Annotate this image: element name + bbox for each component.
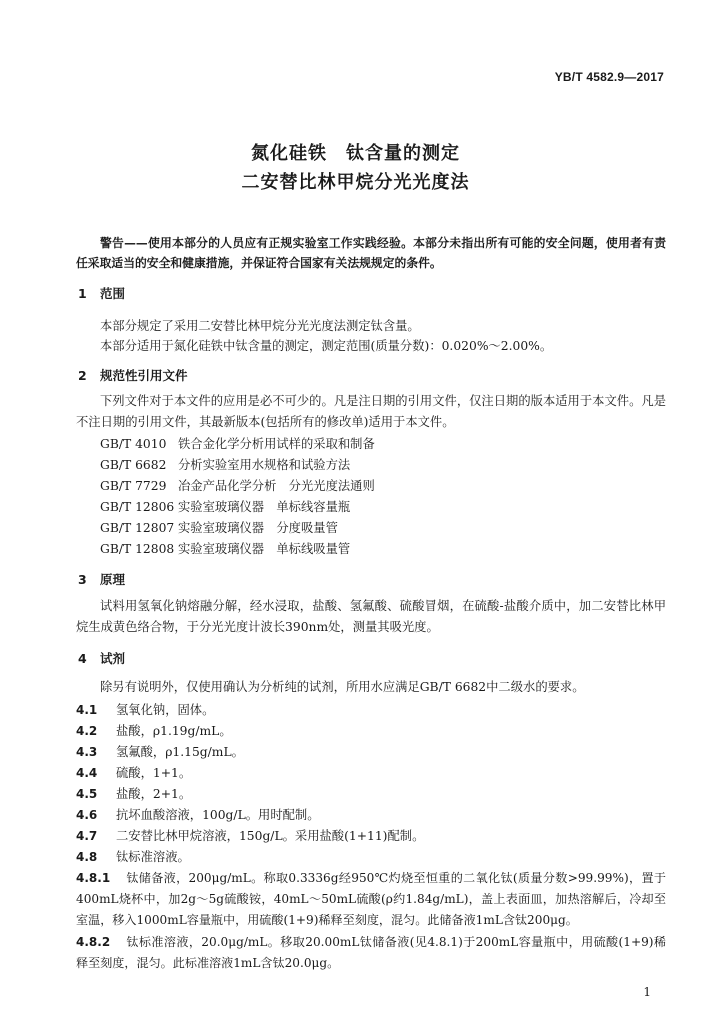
reference-name: 实验室玻璃仪器 分度吸量管 <box>178 521 338 535</box>
section-title: 规范性引用文件 <box>100 368 188 383</box>
reference-code: GB/T 6682 <box>100 458 167 472</box>
reagent-item <box>76 742 244 760</box>
reference-item <box>100 539 350 557</box>
reagent-text: 硫酸，1+1。 <box>116 766 192 780</box>
reference-item <box>100 497 350 515</box>
reagent-text: 抗坏血酸溶液，100g/L。用时配制。 <box>116 808 320 822</box>
principle-text: 试料用氢氧化钠熔融分解，经水浸取，盐酸、氢氟酸、硫酸冒烟，在硫酸-盐酸介质中，加二安替比林甲烷生成黄色络合物，于分光光度计波长390nm处，测量其吸光度。 <box>76 599 666 634</box>
section-heading-principle <box>78 570 125 588</box>
section-heading-scope <box>78 284 125 302</box>
reagent-item <box>76 763 191 781</box>
reagent-item <box>76 721 232 739</box>
reference-name: 分析实验室用水规格和试验方法 <box>178 458 351 472</box>
reference-code: GB/T 12807 <box>100 521 175 535</box>
section-title: 试剂 <box>100 651 126 666</box>
reagent-item <box>76 847 190 865</box>
reagent-number: 4.8.1 <box>76 871 111 885</box>
reference-code: GB/T 12806 <box>100 500 175 514</box>
section-number: 1 <box>78 286 87 301</box>
reference-code: GB/T 12808 <box>100 542 175 556</box>
standard-number: YB/T 4582.9—2017 <box>554 70 664 84</box>
reagent-number: 4.2 <box>76 724 98 738</box>
scope-paragraph-2: 本部分适用于氮化硅铁中钛含量的测定，测定范围(质量分数)：0.020%～2.00%。 <box>100 339 553 353</box>
reagent-text: 盐酸，2+1。 <box>116 787 192 801</box>
reagent-item <box>76 826 424 844</box>
reagent-text: 钛标准溶液，20.0μg/mL。移取20.00mL钛储备液(见4.8.1)于200mL容量瓶中，用硫酸(1+9)稀释至刻度，混匀。此标准溶液1mL含钛20.0μg。 <box>76 935 666 970</box>
page-number: 1 <box>643 985 651 999</box>
section-number: 3 <box>78 572 87 587</box>
reagent-number: 4.4 <box>76 766 98 780</box>
reagent-text: 二安替比林甲烷溶液，150g/L。采用盐酸(1+11)配制。 <box>116 829 425 843</box>
document-title-line1: 氮化硅铁 钛含量的测定 <box>251 143 460 164</box>
reagents-intro: 除另有说明外，仅使用确认为分析纯的试剂，所用水应满足GB/T 6682中二级水的要求。 <box>100 680 585 694</box>
reference-name: 实验室玻璃仪器 单标线容量瓶 <box>178 500 351 514</box>
section-number: 4 <box>78 651 87 666</box>
reference-item <box>100 476 375 494</box>
reference-item <box>100 434 375 452</box>
reagent-text: 盐酸，ρ1.19g/mL。 <box>116 724 232 738</box>
reference-name: 冶金产品化学分析 分光光度法通则 <box>178 479 375 493</box>
section-heading-references <box>78 366 188 384</box>
reagent-subitem <box>76 868 666 931</box>
section-title: 范围 <box>100 286 126 301</box>
reference-code: GB/T 4010 <box>100 437 167 451</box>
section-title: 原理 <box>100 572 126 587</box>
reagent-text: 钛标准溶液。 <box>116 850 190 864</box>
scope-paragraph-1: 本部分规定了采用二安替比林甲烷分光光度法测定钛含量。 <box>100 319 420 333</box>
reagent-number: 4.7 <box>76 829 98 843</box>
reagent-number: 4.6 <box>76 808 98 822</box>
reference-name: 实验室玻璃仪器 单标线吸量管 <box>178 542 351 556</box>
reagent-number: 4.3 <box>76 745 98 759</box>
reagent-number: 4.1 <box>76 703 98 717</box>
reagent-number: 4.5 <box>76 787 98 801</box>
reagent-number: 4.8.2 <box>76 935 111 949</box>
section-number: 2 <box>78 368 87 383</box>
references-intro: 下列文件对于本文件的应用是必不可少的。凡是注日期的引用文件，仅注日期的版本适用于本文件。凡是不注日期的引用文件，其最新版本(包括所有的修改单)适用于本文件。 <box>76 394 666 429</box>
reagent-item <box>76 700 214 718</box>
reference-item <box>100 518 338 536</box>
section-heading-reagents <box>78 649 125 667</box>
reagent-item <box>76 784 191 802</box>
reagent-subitem <box>76 932 666 974</box>
reagent-text: 钛储备液，200μg/mL。称取0.3336g经950℃灼烧至恒重的二氧化钛(质量分数>99.99%)，置于400mL烧杯中，加2g～5g硫酸铵，40mL～50mL硫酸(ρ约1.84g/mL)，盖上表面皿，加热溶解后，冷却至室温，移入1000mL容量瓶中，用硫酸(1+9)稀释至刻度，混匀。此储备液1mL含钛200μg。 <box>76 871 666 927</box>
reagent-text: 氢氧化钠，固体。 <box>116 703 215 717</box>
reference-item <box>100 455 350 473</box>
document-title-line2: 二安替比林甲烷分光光度法 <box>241 172 470 193</box>
reagent-number: 4.8 <box>76 850 98 864</box>
reference-name: 铁合金化学分析用试样的采取和制备 <box>178 437 375 451</box>
reagent-item <box>76 805 320 823</box>
safety-warning: 警告——使用本部分的人员应有正规实验室工作实践经验。本部分未指出所有可能的安全问题，使用者有责任采取适当的安全和健康措施，并保证符合国家有关法规规定的条件。 <box>76 236 666 270</box>
reference-code: GB/T 7729 <box>100 479 167 493</box>
reagent-text: 氢氟酸，ρ1.15g/mL。 <box>116 745 244 759</box>
